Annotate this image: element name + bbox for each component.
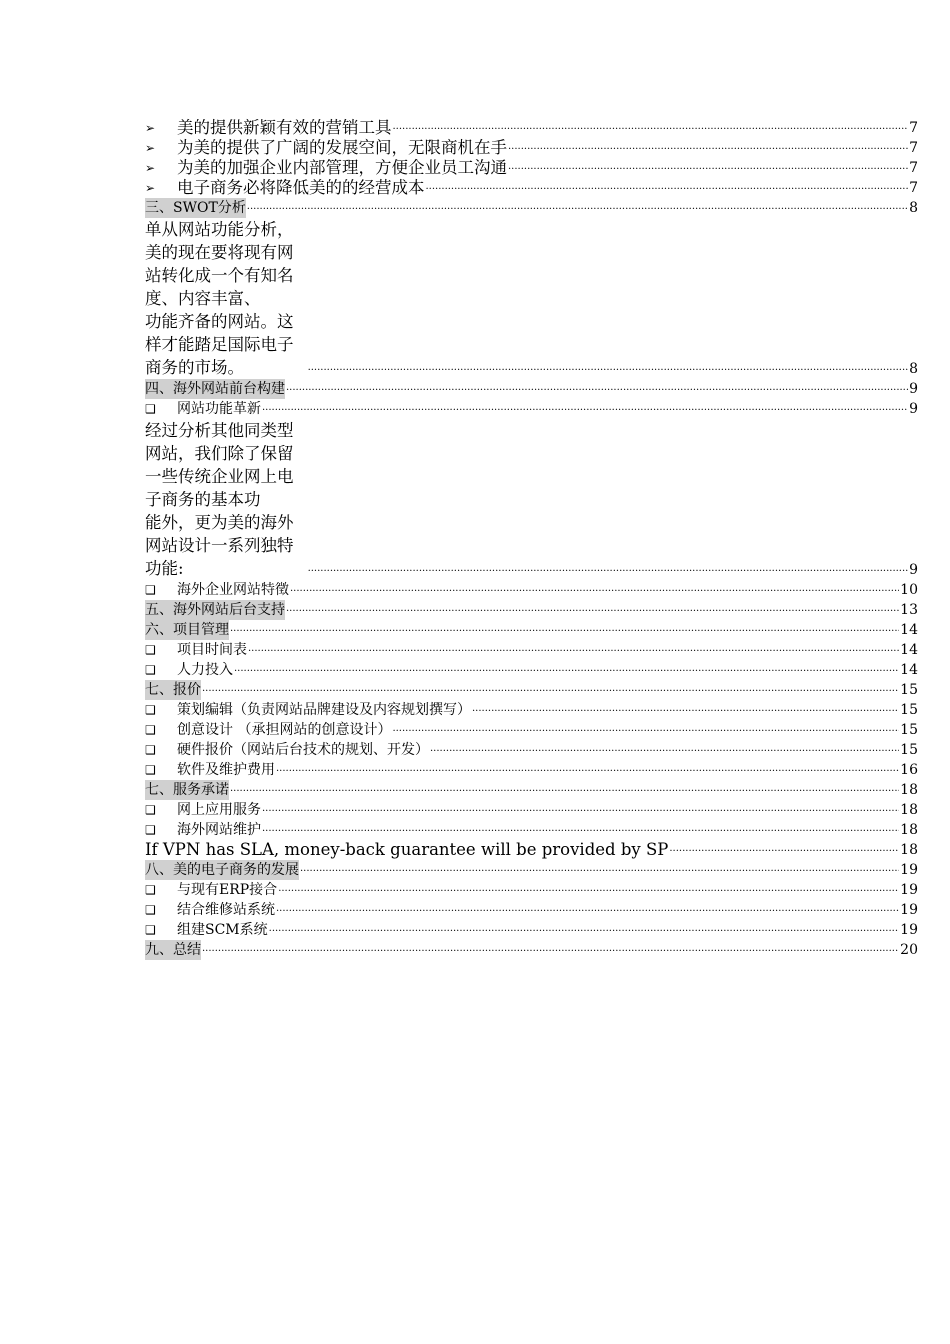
toc-entry[interactable] <box>145 640 918 660</box>
dot-leader <box>430 741 899 757</box>
dot-leader <box>290 581 899 597</box>
dot-leader <box>286 601 899 617</box>
checkbox-bullet-icon: ❑ <box>145 803 156 817</box>
toc-entry-title: 八、美的电子商务的发展 <box>145 862 299 878</box>
toc-page-number: 18 <box>900 822 918 838</box>
toc-entry[interactable] <box>145 379 918 399</box>
dot-leader <box>234 661 899 677</box>
toc-entry-title: 软件及维护费用 <box>177 762 275 778</box>
dot-leader <box>669 841 899 857</box>
toc-entry-title: 网站功能革新 <box>177 401 261 417</box>
toc-entry-title: 硬件报价（网站后台技术的规划、开发） <box>177 742 429 758</box>
dot-leader <box>262 821 899 837</box>
toc-entry-title: 七、报价 <box>145 682 201 698</box>
toc-entry[interactable] <box>145 660 918 680</box>
toc-page-number: 15 <box>900 682 918 698</box>
dot-leader <box>276 761 899 777</box>
checkbox-bullet-icon: ❑ <box>145 583 156 597</box>
checkbox-bullet-icon: ❑ <box>145 763 156 777</box>
toc-entry-title: 为美的加强企业内部管理，方便企业员工沟通 <box>177 158 507 177</box>
toc-entry-title: If VPN has SLA, money-back guarantee will be provided by SP <box>145 840 669 859</box>
toc-entry[interactable] <box>145 399 918 419</box>
toc-entry[interactable] <box>145 158 918 178</box>
toc-entry[interactable] <box>145 820 918 840</box>
toc-page-number: 8 <box>909 200 918 216</box>
toc-page-number: 14 <box>900 642 918 658</box>
toc-entry[interactable] <box>145 118 918 138</box>
toc-entry-title: 海外网站维护 <box>177 822 261 838</box>
toc-entry-title: 结合维修站系统 <box>177 902 275 918</box>
checkbox-bullet-icon: ❑ <box>145 823 156 837</box>
toc-entry[interactable] <box>145 920 918 940</box>
dot-leader <box>230 781 899 797</box>
toc-entry-title: 六、项目管理 <box>145 622 229 638</box>
toc-entry-title-line: 单从网站功能分析，美的现在要将现有网站转化成一个有知名度、内容丰富、 <box>145 220 294 308</box>
toc-entry[interactable] <box>145 780 918 800</box>
dot-leader <box>508 139 908 155</box>
toc-entry[interactable] <box>145 419 918 580</box>
toc-entry[interactable] <box>145 680 918 700</box>
toc-entry-title: 电子商务必将降低美的的经营成本 <box>177 178 425 197</box>
toc-entry-title-line: 能外，更为美的海外网站设计一系列独特功能: <box>145 513 294 578</box>
toc-page-number: 18 <box>900 802 918 818</box>
toc-page-number: 14 <box>900 622 918 638</box>
dot-leader <box>248 641 899 657</box>
toc-page-number: 7 <box>909 160 918 176</box>
checkbox-bullet-icon: ❑ <box>145 723 156 737</box>
dot-leader <box>508 159 908 175</box>
toc-page-number: 10 <box>900 582 918 598</box>
toc-entry-title: 五、海外网站后台支持 <box>145 602 285 618</box>
dot-leader <box>247 199 908 215</box>
toc-entry[interactable] <box>145 600 918 620</box>
checkbox-bullet-icon: ❑ <box>145 703 156 717</box>
toc-page-number: 8 <box>909 361 918 377</box>
arrow-bullet-icon: ➢ <box>145 181 156 195</box>
dot-leader <box>392 721 899 737</box>
toc-page-number: 9 <box>909 401 918 417</box>
dot-leader <box>278 881 899 897</box>
toc-entry-title-line: 功能齐备的网站。这样才能踏足国际电子商务的市场。 <box>145 312 294 377</box>
toc-entry[interactable] <box>145 178 918 198</box>
toc-entry[interactable] <box>145 720 918 740</box>
toc-entry-title-line: 经过分析其他同类型网站，我们除了保留一些传统企业网上电子商务的基本功 <box>145 421 294 509</box>
toc-page-number: 19 <box>900 922 918 938</box>
toc-entry-title: 人力投入 <box>177 662 233 678</box>
toc-entry[interactable] <box>145 700 918 720</box>
toc-entry[interactable] <box>145 880 918 900</box>
toc-page-number: 9 <box>909 562 918 578</box>
toc-entry[interactable] <box>145 138 918 158</box>
toc-entry[interactable] <box>145 198 918 218</box>
toc-entry-title: 三、SWOT分析 <box>145 200 246 216</box>
checkbox-bullet-icon: ❑ <box>145 663 156 677</box>
toc-entry[interactable] <box>145 860 918 880</box>
toc-entry[interactable] <box>145 218 918 379</box>
arrow-bullet-icon: ➢ <box>145 161 156 175</box>
toc-page-number: 18 <box>900 842 918 858</box>
checkbox-bullet-icon: ❑ <box>145 643 156 657</box>
toc-entry-title: 美的提供新颖有效的营销工具 <box>177 118 392 137</box>
toc-entry-title: 项目时间表 <box>177 642 247 658</box>
dot-leader <box>300 861 899 877</box>
toc-entry[interactable] <box>145 800 918 820</box>
checkbox-bullet-icon: ❑ <box>145 903 156 917</box>
dot-leader <box>202 681 899 697</box>
toc-entry-title: 四、海外网站前台构建 <box>145 381 285 397</box>
toc-entry-title: 组建SCM系统 <box>177 922 268 938</box>
toc-entry-title: 网上应用服务 <box>177 802 261 818</box>
dot-leader <box>230 621 899 637</box>
toc-entry-title: 策划编辑（负责网站品牌建设及内容规划撰写） <box>177 702 471 718</box>
dot-leader <box>426 179 909 195</box>
dot-leader <box>472 701 899 717</box>
toc-page-number: 15 <box>900 702 918 718</box>
toc-page-number: 14 <box>900 662 918 678</box>
toc-entry[interactable] <box>145 900 918 920</box>
toc-entry-title: 海外企业网站特徵 <box>177 582 289 598</box>
toc-entry[interactable] <box>145 940 918 960</box>
toc-entry-title: 九、总结 <box>145 942 201 958</box>
toc-entry-title <box>145 218 307 379</box>
toc-page-number: 13 <box>900 602 918 618</box>
toc-page-number: 16 <box>900 762 918 778</box>
toc-page-number: 19 <box>900 902 918 918</box>
dot-leader <box>308 360 909 376</box>
toc-entry-title: 七、服务承诺 <box>145 782 229 798</box>
dot-leader <box>262 801 899 817</box>
toc-page-number: 7 <box>909 120 918 136</box>
toc-page-number: 9 <box>909 381 918 397</box>
toc-page-number: 7 <box>909 140 918 156</box>
toc-entry[interactable] <box>145 620 918 640</box>
dot-leader <box>286 380 908 396</box>
dot-leader <box>393 119 909 135</box>
toc-page-number: 7 <box>909 180 918 196</box>
toc-page-number: 20 <box>900 942 918 958</box>
checkbox-bullet-icon: ❑ <box>145 883 156 897</box>
toc-entry-title: 为美的提供了广阔的发展空间，无限商机在手 <box>177 138 507 157</box>
toc-entry-title: 创意设计 （承担网站的创意设计） <box>177 722 392 738</box>
checkbox-bullet-icon: ❑ <box>145 402 156 416</box>
arrow-bullet-icon: ➢ <box>145 141 156 155</box>
dot-leader <box>308 561 909 577</box>
toc-page-number: 18 <box>900 782 918 798</box>
toc-entry[interactable] <box>145 580 918 600</box>
toc-page-number: 15 <box>900 722 918 738</box>
dot-leader <box>269 921 900 937</box>
toc-page-number: 19 <box>900 862 918 878</box>
dot-leader <box>202 941 899 957</box>
arrow-bullet-icon: ➢ <box>145 121 156 135</box>
toc-entry[interactable] <box>145 840 918 860</box>
toc-entry-title: 与现有ERP接合 <box>177 882 278 898</box>
toc-entry[interactable] <box>145 760 918 780</box>
table-of-contents <box>145 118 918 960</box>
dot-leader <box>276 901 899 917</box>
toc-entry[interactable] <box>145 740 918 760</box>
checkbox-bullet-icon: ❑ <box>145 743 156 757</box>
checkbox-bullet-icon: ❑ <box>145 923 156 937</box>
toc-page-number: 15 <box>900 742 918 758</box>
toc-entry-title <box>145 419 307 580</box>
toc-page-number: 19 <box>900 882 918 898</box>
dot-leader <box>262 400 908 416</box>
